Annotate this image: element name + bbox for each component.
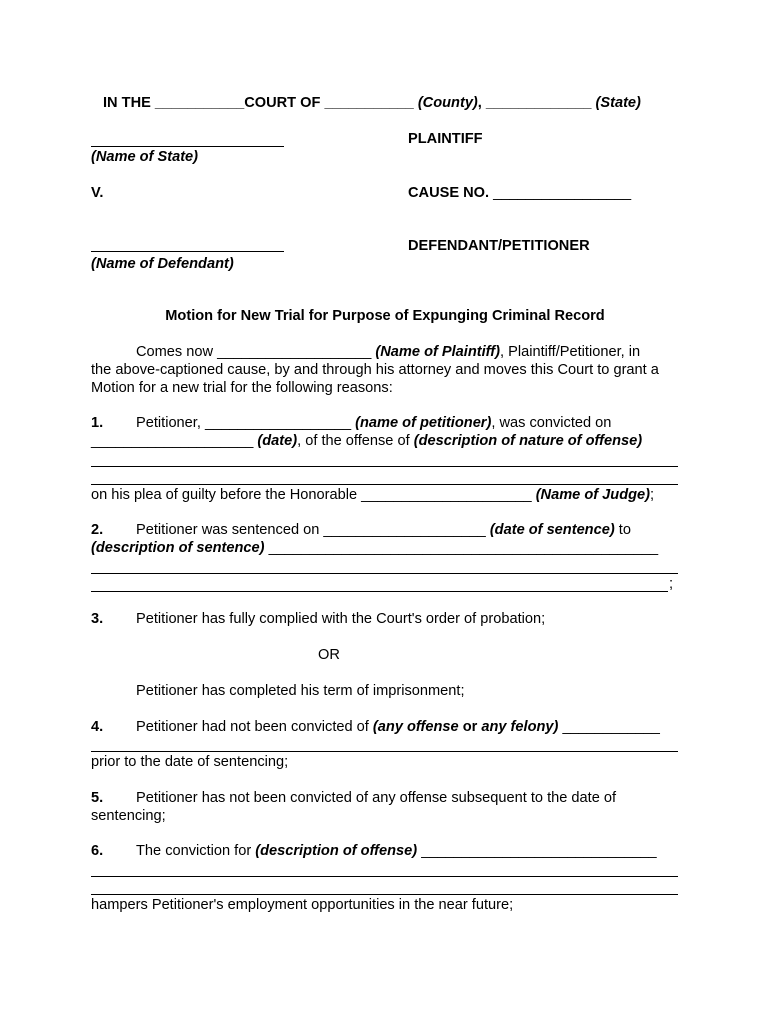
name-of-plaintiff-placeholder: (Name of Plaintiff): [375, 344, 501, 360]
intro-line-1: [136, 343, 640, 361]
name-of-judge-placeholder: (Name of Judge): [535, 487, 651, 503]
name-of-defendant-label: (Name of Defendant): [91, 256, 234, 272]
offense-description-line-1[interactable]: [91, 466, 678, 467]
sentence-description-blank[interactable]: ________________________________________________: [268, 540, 659, 556]
item-1-petitioner: Petitioner,: [136, 415, 201, 431]
intro-line-3: Motion for a new trial for the following reasons:: [91, 380, 393, 396]
comes-now-text: Comes now: [136, 344, 214, 360]
or-word: or: [462, 719, 478, 735]
item-4-fill-line[interactable]: [91, 751, 678, 752]
item-3-alt-text: Petitioner has completed his term of imprisonment;: [136, 683, 465, 699]
item-3-number: 3.: [91, 611, 104, 627]
item-2-semicolon: ;: [669, 576, 674, 592]
item-5-line-2: sentencing;: [91, 808, 166, 824]
document-title: Motion for New Trial for Purpose of Expunging Criminal Record: [165, 308, 605, 324]
item-6-fill-line-2[interactable]: [91, 894, 678, 895]
county-placeholder: (County): [417, 95, 478, 111]
item-2-line-1: [91, 521, 631, 539]
sentence-date-blank[interactable]: ____________________: [323, 522, 486, 538]
item-6-hampers-text: hampers Petitioner's employment opportunities in the near future;: [91, 897, 514, 913]
item-3-text: Petitioner has fully complied with the Court's order of probation;: [136, 611, 546, 627]
cause-number: [408, 184, 631, 202]
judge-name-blank[interactable]: _____________________: [361, 487, 532, 503]
item-1-semicolon: ;: [650, 487, 655, 503]
sentenced-on-text: Petitioner was sentenced on: [136, 522, 320, 538]
name-of-state-label: (Name of State): [91, 149, 199, 165]
cause-no-blank[interactable]: _________________: [493, 185, 632, 201]
item-6-fill-line-1[interactable]: [91, 876, 678, 877]
court-name-blank[interactable]: ___________: [154, 95, 245, 111]
to-text: to: [618, 522, 631, 538]
description-of-offense-placeholder: (description of offense): [255, 843, 418, 859]
intro-line-2: the above-captioned cause, by and through his attorney and moves this Court to grant a: [91, 362, 659, 378]
item-5-line-1: [91, 789, 616, 807]
intro-rest-text: , Plaintiff/Petitioner, in: [500, 344, 641, 360]
sentence-description-line-1[interactable]: [91, 573, 678, 574]
item-1-line-1: [91, 414, 611, 432]
petitioner-name-blank[interactable]: __________________: [204, 415, 352, 431]
plaintiff-name-blank[interactable]: ___________________: [217, 344, 372, 360]
item-6-blank[interactable]: _____________________________: [421, 843, 657, 859]
item-6-line-1: [91, 842, 657, 860]
offense-of-text: , of the offense of: [297, 433, 410, 449]
item-5-text: Petitioner has not been convicted of any offense subsequent to the date of: [136, 790, 617, 806]
any-offense-option: (any offense: [372, 719, 459, 735]
state-name-line[interactable]: [91, 146, 284, 147]
cause-no-label: CAUSE NO.: [408, 185, 490, 201]
county-blank[interactable]: ___________: [324, 95, 414, 111]
sentence-description-line-2[interactable]: [91, 591, 668, 592]
state-placeholder: (State): [595, 95, 641, 111]
item-3-line: [91, 610, 545, 628]
item-4-prior-text: prior to the date of sentencing;: [91, 754, 289, 770]
item-2-line-2: [91, 539, 658, 557]
item-5-number: 5.: [91, 790, 104, 806]
versus-label: V.: [91, 185, 104, 201]
item-2-number: 2.: [91, 522, 104, 538]
court-caption: [103, 94, 641, 112]
defendant-petitioner-label: DEFENDANT/PETITIONER: [408, 238, 590, 254]
item-1-number: 1.: [91, 415, 104, 431]
item-4-blank[interactable]: ____________: [562, 719, 660, 735]
date-placeholder: (date): [257, 433, 298, 449]
name-of-petitioner-placeholder: (name of petitioner): [355, 415, 492, 431]
conviction-date-blank[interactable]: ____________________: [91, 433, 254, 449]
item-6-number: 6.: [91, 843, 104, 859]
description-of-sentence-placeholder: (description of sentence): [91, 540, 265, 556]
item-1-line-3: [91, 486, 654, 504]
offense-description-line-2[interactable]: [91, 484, 678, 485]
in-the-label: IN THE: [103, 95, 151, 111]
item-6-text: The conviction for: [136, 843, 252, 859]
nature-of-offense-placeholder: (description of nature of offense): [413, 433, 643, 449]
or-separator: OR: [318, 647, 340, 663]
defendant-name-line[interactable]: [91, 251, 284, 252]
any-felony-option: any felony): [481, 719, 559, 735]
plea-text: on his plea of guilty before the Honorable: [91, 487, 358, 503]
date-of-sentence-placeholder: (date of sentence): [489, 522, 615, 538]
plaintiff-label: PLAINTIFF: [408, 131, 483, 147]
caption-comma: ,: [477, 95, 482, 111]
was-convicted-text: , was convicted on: [491, 415, 612, 431]
item-1-line-2: [91, 432, 642, 450]
item-4-line-1: [91, 718, 660, 736]
item-4-text: Petitioner had not been convicted of: [136, 719, 369, 735]
court-of-label: COURT OF: [244, 95, 321, 111]
item-4-number: 4.: [91, 719, 104, 735]
state-blank[interactable]: _____________: [485, 95, 592, 111]
